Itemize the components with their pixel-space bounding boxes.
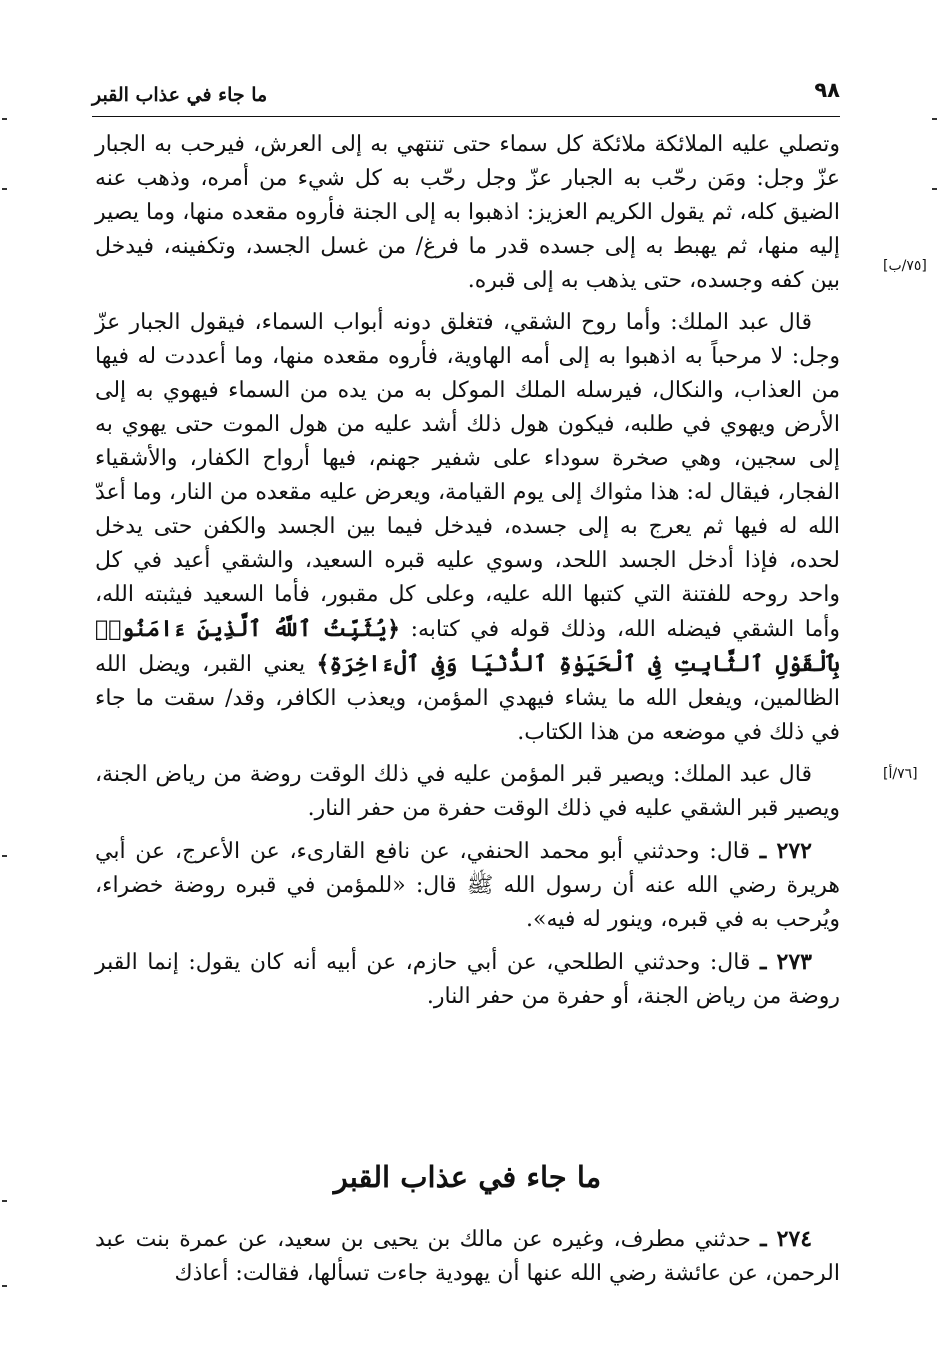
scan-edge-mark (2, 188, 7, 190)
hadith-paragraph (95, 1222, 840, 1291)
tail-text (95, 1222, 840, 1299)
paragraph-text: وتصلي عليه الملائكة ملائكة كل سماء حتى تنتهي به إلى العرش، فيرحب به الجبار عزّ وجل: ومَن رحّب به الجبار عزّ وجل رحّب به كل شيء من أمره، وذهب عنه الضيق كله، ثم يقول الكريم العزيز: اذهبوا به إلى الجنة فأروه مقعده منها، وما يصير إليه منها، ثم يهبط به إلى جسده قدر ما فرغ/ من غسل الجسد، وتكفينه، فيدخل بين كفه وجسده، حتى يذهب به إلى قبره. (95, 132, 840, 293)
scan-edge-mark (2, 1200, 7, 1202)
running-title: ما جاء في عذاب القبر (92, 84, 268, 106)
scan-edge-mark (2, 118, 7, 120)
hadith-paragraph (95, 834, 840, 937)
scan-edge-mark (2, 855, 7, 857)
paragraph (95, 758, 840, 826)
paragraph-text: قال: وحدثني الطلحي، عن أبي حازم، عن أبيه أنه كان يقول: إنما القبر روضة من رياض الجنة، أو حفرة من حفر النار. (95, 950, 840, 1009)
page-header (92, 78, 840, 117)
paragraph-text: يعني القبر، ويضل الله الظالمين، ويفعل الله ما يشاء فيهدي المؤمن، ويعذب الكافر، وقد/ سقت ما جاء في ذلك في موضعه من هذا الكتاب. (95, 652, 840, 745)
margin-folio-note: [٧٥/ب] (883, 258, 927, 274)
page-number: ٩٨ (814, 78, 840, 102)
body-text (95, 128, 840, 1022)
hadith-number: ٢٧٣ ـ (759, 949, 812, 975)
hadith-paragraph (95, 945, 840, 1014)
section-heading: ما جاء في عذاب القبر (333, 1160, 602, 1194)
paragraph-text: حدثني مطرف، وغيره عن مالك بن يحيى بن سعيد، عن عمرة بنت عبد الرحمن، عن عائشة رضي الله عنها أن يهودية جاءت تسألها، فقالت: أعاذك (95, 1227, 840, 1286)
scan-edge-mark (2, 1285, 7, 1287)
scan-edge-mark (932, 188, 937, 190)
paragraph-text: قال عبد الملك: وأما روح الشقي، فتغلق دونه أبواب السماء، فيقول الجبار عزّ وجل: لا مرحباً به اذهبوا به إلى أمه الهاوية، فأروه مقعده منها، وما أعددت له فيها من العذاب، والنكال، فيرسله الملك الموكل به من يده من السماء فيهوي به إلى الأرض ويهوي في طلبه، فيكون هول ذلك أشد عليه من هول الموت حتى يهوي به إلى سجين، وهي صخرة سوداء على شفير جهنم، فيها أرواح الكفار، والأشقياء الفجار، فيقال له: هذا مثواك إلى يوم القيامة، ويعرض عليه مقعده من النار، وما أعدّ الله له فيها ثم يعرج به إلى جسده، فيدخل فيما بين الجسد والكفن حتى يدخل لحده، فإذا أدخل الجسد اللحد، وسوي عليه قبره السعيد، والشقي أعيد في كل واحد روحه للفتنة التي كتبها الله عليه، وعلى كل مقبور، فأما السعيد فيثبته الله، وأما الشقي فيضله الله، وذلك قوله في كتابه: (95, 310, 841, 642)
paragraph (95, 306, 840, 750)
quran-verse: ﴿يُثَبِّتُ ٱللَّهُ ٱلَّذِينَ ءَامَنُوا۟ بِٱلْقَوْلِ ٱلثَّابِتِ فِى ٱلْحَيَوٰةِ ٱلدُّنْيَا وَفِى ٱلْءَاخِرَةِ﴾ (95, 616, 840, 677)
paragraph (95, 128, 840, 298)
paragraph-text: قال عبد الملك: ويصير قبر المؤمن عليه في ذلك الوقت روضة من رياض الجنة، ويصير قبر الشقي عليه في ذلك الوقت حفرة من حفر النار. (95, 762, 840, 821)
paragraph-text: قال: وحدثني أبو محمد الحنفي، عن نافع القارىء، عن الأعرج، عن أبي هريرة رضي الله عنه أن رسول الله ﷺ قال: «للمؤمن في قبره روضة خضراء، ويُرحب به في قبره، وينور له فيه». (95, 839, 840, 932)
hadith-number: ٢٧٢ ـ (759, 838, 812, 864)
scan-edge-mark (932, 118, 937, 120)
hadith-number: ٢٧٤ ـ (760, 1226, 813, 1252)
margin-folio-note: [٧٦/أ] (883, 766, 918, 782)
